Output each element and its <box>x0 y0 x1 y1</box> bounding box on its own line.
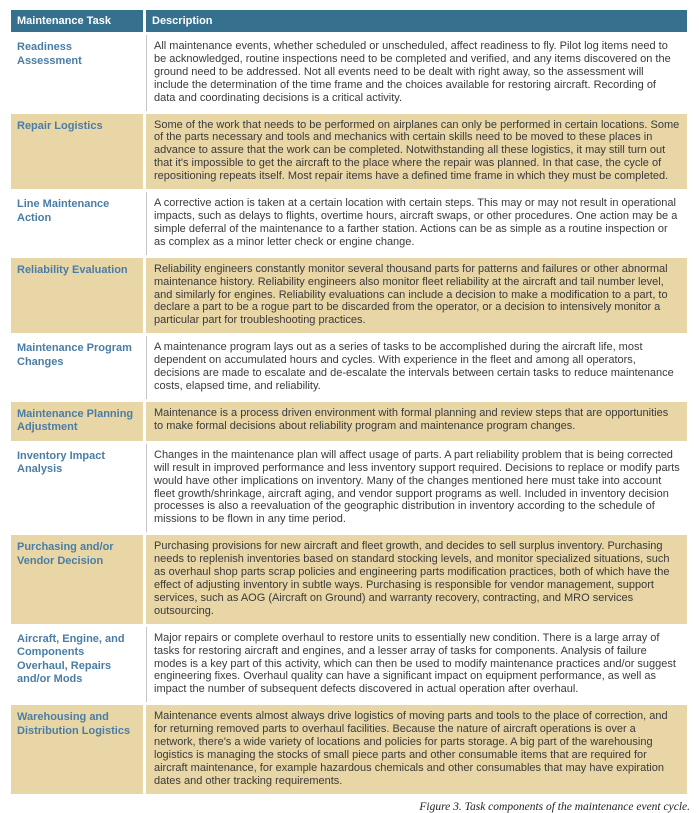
description-cell: Changes in the maintenance plan will affect usage of parts. A part reliability problem that is being corrected will result in improved performance and less inventory support required. Decisions to replace or modify parts would have other implications on inventory. Many of the changes mentioned here must take into account fleet growth/shrinkage, aircraft aging, and vendor support programs as well. Included in inventory decision processes is also a reevaluation of the geographic distribution in inventory according to the schedule of missions to be flown in any time period. <box>146 444 687 532</box>
task-cell: Purchasing and/or Vendor Decision <box>11 535 143 623</box>
task-cell: Reliability Evaluation <box>11 258 143 334</box>
table-row <box>11 114 687 190</box>
table-row <box>11 336 687 399</box>
header-cell-maintenance-task: Maintenance Task <box>11 10 143 32</box>
table-row <box>11 402 687 441</box>
figure-caption: Figure 3. Task components of the maintenance event cycle. <box>419 800 690 813</box>
description-cell: Maintenance is a process driven environment with formal planning and review steps that are opportunities to make formal decisions about reliability program and maintenance program changes. <box>146 402 687 441</box>
header-row <box>11 10 687 32</box>
description-cell: All maintenance events, whether scheduled or unscheduled, affect readiness to fly. Pilot log items need to be acknowledged, routine inspections need to be completed and verified, and any items discovered on the ground need to be addressed. Not all events need to be dealt with right away, so the assessment will include the determination of the time frame and the choices available for restoring aircraft. Recording of data and coordinating decisions is a critical activity. <box>146 35 687 111</box>
header-cell-description: Description <box>146 10 687 32</box>
task-cell: Aircraft, Engine, and Components Overhaul, Repairs and/or Mods <box>11 627 143 703</box>
table-row <box>11 35 687 111</box>
task-cell: Readiness Assessment <box>11 35 143 111</box>
task-cell: Line Maintenance Action <box>11 192 143 255</box>
task-cell: Maintenance Planning Adjustment <box>11 402 143 441</box>
description-cell: Purchasing provisions for new aircraft and fleet growth, and decides to sell surplus inventory. Purchasing needs to replenish inventories based on standard stocking levels, and monitor specialized situations, such as overhaul shop parts scrap policies and engineering parts modification practices, both of which have the effect of adjusting inventory in subtle ways. Purchasing is responsible for vendor management, support services, such as AOG (Aircraft on Ground) and warranty recovery, contracting, and MRO services outsourcing. <box>146 535 687 623</box>
table-header <box>11 10 687 32</box>
task-cell: Inventory Impact Analysis <box>11 444 143 532</box>
table-row <box>11 444 687 532</box>
table-row <box>11 258 687 334</box>
task-cell: Repair Logistics <box>11 114 143 190</box>
description-cell: Some of the work that needs to be performed on airplanes can only be performed in certain locations. Some of the parts necessary and tools and mechanics with certain skills need to be moved to these places in advance to assure that the work can be completed. Notwithstanding all these logistics, it may still turn out that it's impossible to get the aircraft to the place where the repair was planned. In that case, the cycle of repositioning repeats itself. Most repair items have a defined time frame in which they must be completed. <box>146 114 687 190</box>
task-cell: Maintenance Program Changes <box>11 336 143 399</box>
description-cell: A maintenance program lays out as a series of tasks to be accomplished during the aircraft life, most dependent on accumulated hours and cycles. With experience in the fleet and among all operators, decisions are made to escalate and de-escalate the intervals between certain tasks to reduce maintenance costs, elapsed time, and reliability. <box>146 336 687 399</box>
table-body <box>11 35 687 794</box>
task-cell: Warehousing and Distribution Logistics <box>11 705 143 793</box>
table-row <box>11 535 687 623</box>
table-row <box>11 627 687 703</box>
description-cell: A corrective action is taken at a certain location with certain steps. This may or may not result in operational impacts, such as delays to flights, overtime hours, aircraft swaps, or other procedures. One action may be a simple deferral of the maintenance to a farther station. Actions can be as simple as a routine inspection or as complex as a minor letter check or engine change. <box>146 192 687 255</box>
maintenance-task-table <box>8 7 690 797</box>
description-cell: Reliability engineers constantly monitor several thousand parts for patterns and failures or other abnormal maintenance history. Reliability engineers also monitor fleet reliability at the aircraft and tail number level, and similarly for engines. Reliability evaluations can include a decision to make a modification to a part, to declare a part to be a rogue part to be discarded from the operator, or a decision to intensively monitor a particular part for troubleshooting practices. <box>146 258 687 334</box>
description-cell: Maintenance events almost always drive logistics of moving parts and tools to the place of correction, and for returning removed parts to overhaul facilities. Because the nature of aircraft operations is over a network, there's a wide variety of locations and policies for parts storage. A big part of the warehousing logistics is managing the stocks of small piece parts and other consumable items that are required for aircraft maintenance, for example hazardous chemicals and other consumables that may have expiration dates and other tracking requirements. <box>146 705 687 793</box>
table-row <box>11 192 687 255</box>
description-cell: Major repairs or complete overhaul to restore units to essentially new condition. There is a large array of tasks for restoring aircraft and engines, and a lesser array of tasks for components. Analysis of failure modes is a key part of this activity, which can then be used to modify maintenance practices and/or suggest engineering fixes. Overhaul quality can have a significant impact on equipment performance, as well as impact the number of subsequent defects discovered in actual operation after overhaul. <box>146 627 687 703</box>
